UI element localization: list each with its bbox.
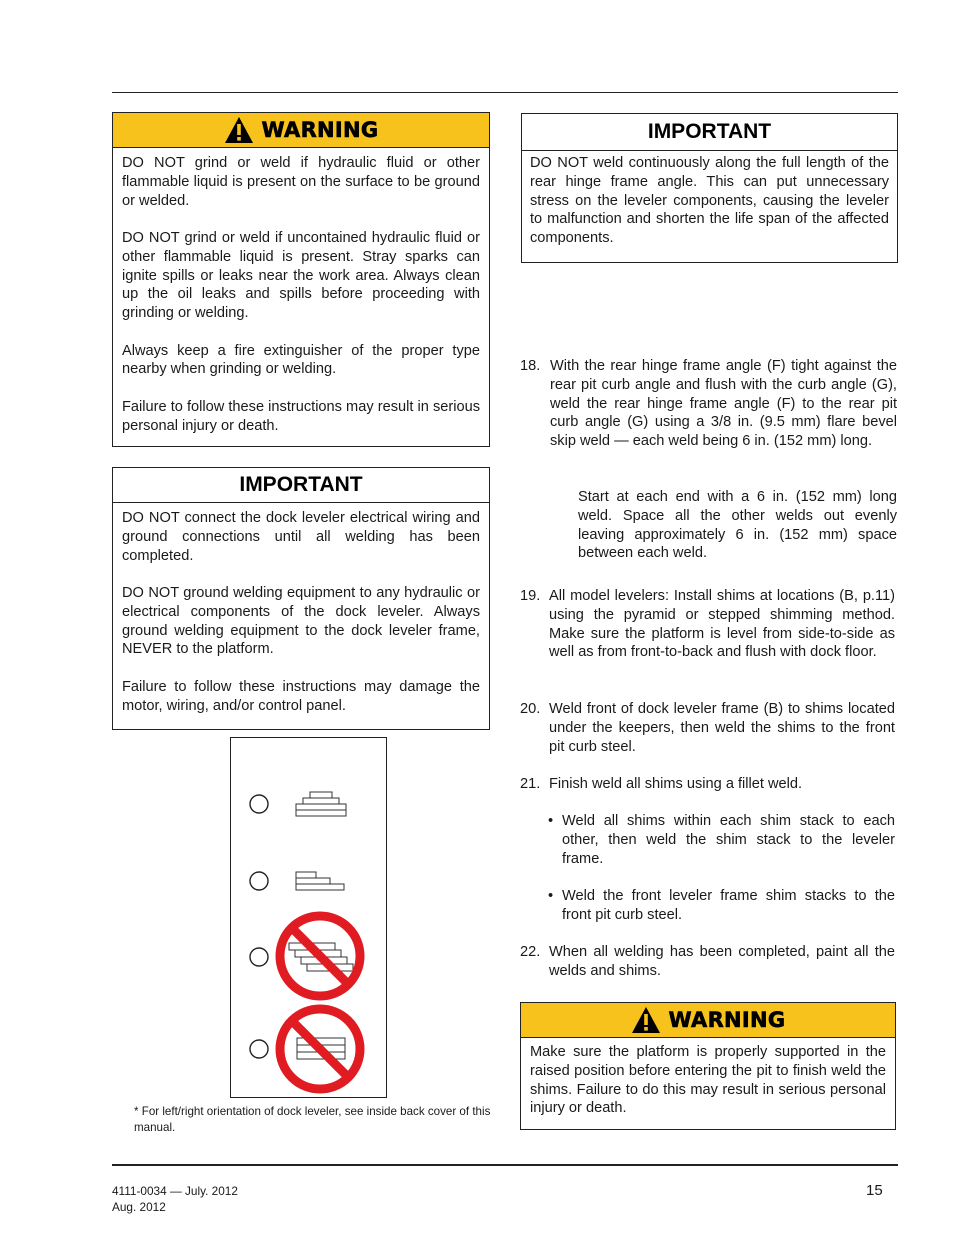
- shim-diagram: [231, 738, 385, 1096]
- bullet-text: Weld all shims within each shim stack to each other, then weld the shim stack to the leveler frame.: [562, 813, 895, 867]
- step-text: When all welding has been completed, paint all the welds and shims.: [549, 944, 895, 979]
- step-21-bullet: [548, 887, 897, 925]
- bottom-rule: [112, 1164, 898, 1166]
- step-number: 18.: [520, 358, 541, 374]
- warning-body: [113, 148, 489, 435]
- important-body: [522, 151, 897, 248]
- top-rule: [112, 92, 898, 93]
- figure-footnote: * For left/right orientation of dock leveler, see inside back cover of this manual.: [134, 1105, 491, 1134]
- warning-paragraph: DO NOT grind or weld if uncontained hydraulic fluid or other flammable liquid is present. Stray sparks can ignite spills or leaks near the work area. Always clean up the oil leaks and spills before proceeding with grinding or welding.: [122, 229, 480, 322]
- footer-doc-info: [112, 1184, 238, 1215]
- important-box-electrical: [112, 467, 490, 730]
- warning-paragraph: Always keep a fire extinguisher of the proper type nearby when grinding or welding.: [122, 342, 480, 378]
- step-number: 19.: [520, 588, 541, 604]
- stepped-shim-icon: [296, 872, 344, 890]
- step-text: With the rear hinge frame angle (F) tight against the rear pit curb angle and flush with the curb angle (G), weld the rear hinge frame angle (F) to the rear pit curb angle (G) using a 3/8 in. (9.5 mm) flare bevel skip weld — each weld being 6 in. (152 mm) long.: [550, 358, 897, 450]
- step-text: Weld front of dock leveler frame (B) to shims located under the keepers, then weld the shims to the front pit curb steel.: [549, 701, 895, 755]
- important-title: IMPORTANT: [239, 473, 363, 496]
- important-paragraph: DO NOT weld continuously along the full length of the rear hinge frame angle. This can put unnecessary stress on the leveler components, causing the leveler to malfunction and shorten the life span of the affected components.: [530, 155, 889, 247]
- important-paragraph: DO NOT ground welding equipment to any hydraulic or electrical components of the dock leveler. Always ground welding equipment to the dock leveler frame, NEVER to the platform.: [122, 584, 480, 658]
- warning-box-platform: [520, 1002, 896, 1130]
- step-20: [520, 700, 897, 756]
- page-number: 15: [866, 1182, 883, 1199]
- warning-triangle-icon: [631, 1006, 661, 1034]
- step-text: Finish weld all shims using a fillet weld.: [549, 776, 803, 792]
- important-box-hinge: [521, 113, 898, 263]
- important-title: IMPORTANT: [647, 120, 772, 143]
- option-circle: [250, 1040, 268, 1058]
- footer-date-line: Aug. 2012: [112, 1199, 166, 1214]
- step-text: All model levelers: Install shims at locations (B, p.11) using the pyramid or stepped shimming method. Make sure the platform is level from side-to-side as well as from front-to-back and flush with dock floor.: [549, 588, 895, 661]
- warning-box-fluids: [112, 112, 490, 447]
- prohibition-icon: [280, 1009, 360, 1089]
- step-number: 20.: [520, 701, 541, 717]
- warning-paragraph: Failure to follow these instructions may result in serious personal injury or death.: [122, 398, 480, 434]
- important-header: [113, 468, 489, 503]
- warning-title: WARNING: [261, 118, 379, 142]
- warning-body: [521, 1038, 895, 1118]
- step-number: 22.: [520, 944, 541, 960]
- step-19: [520, 587, 897, 662]
- step-18: [520, 357, 897, 451]
- option-circle: [250, 872, 268, 890]
- step-number: 21.: [520, 776, 541, 792]
- warning-paragraph: DO NOT grind or weld if hydraulic fluid or other flammable liquid is present on the surface to be ground or welded.: [122, 155, 480, 209]
- warning-paragraph: Make sure the platform is properly supported in the raised position before entering the pit to finish weld the shims. Failure to do this may result in serious personal injury or death.: [530, 1044, 886, 1117]
- bullet-dot: •: [548, 813, 554, 829]
- important-header: [522, 114, 897, 151]
- footer-doc-line: 4111-0034 — July. 2012: [112, 1184, 238, 1198]
- step-21: [520, 775, 897, 794]
- warning-triangle-icon: [224, 116, 254, 144]
- warning-header: [113, 113, 489, 148]
- warning-title: WARNING: [668, 1008, 786, 1032]
- step-18-note: [520, 488, 897, 563]
- important-body: [113, 503, 489, 715]
- option-circle: [250, 795, 268, 813]
- option-circle: [250, 948, 268, 966]
- step-21-bullet: [548, 812, 897, 868]
- prohibition-icon: [280, 916, 360, 996]
- pyramid-shim-icon: [296, 792, 346, 816]
- shim-method-figure: [230, 737, 387, 1098]
- important-paragraph: DO NOT connect the dock leveler electrical wiring and ground connections until all welding has been completed.: [122, 510, 480, 564]
- step-22: [520, 943, 897, 981]
- bullet-text: Weld the front leveler frame shim stacks to the front pit curb steel.: [562, 888, 895, 923]
- step-text: Start at each end with a 6 in. (152 mm) long weld. Space all the other welds out evenly leaving approximately 6 in. (152 mm) space between each weld.: [578, 489, 897, 562]
- bullet-dot: •: [548, 888, 554, 904]
- warning-header: [521, 1003, 895, 1038]
- important-paragraph: Failure to follow these instructions may damage the motor, wiring, and/or control panel.: [122, 678, 480, 714]
